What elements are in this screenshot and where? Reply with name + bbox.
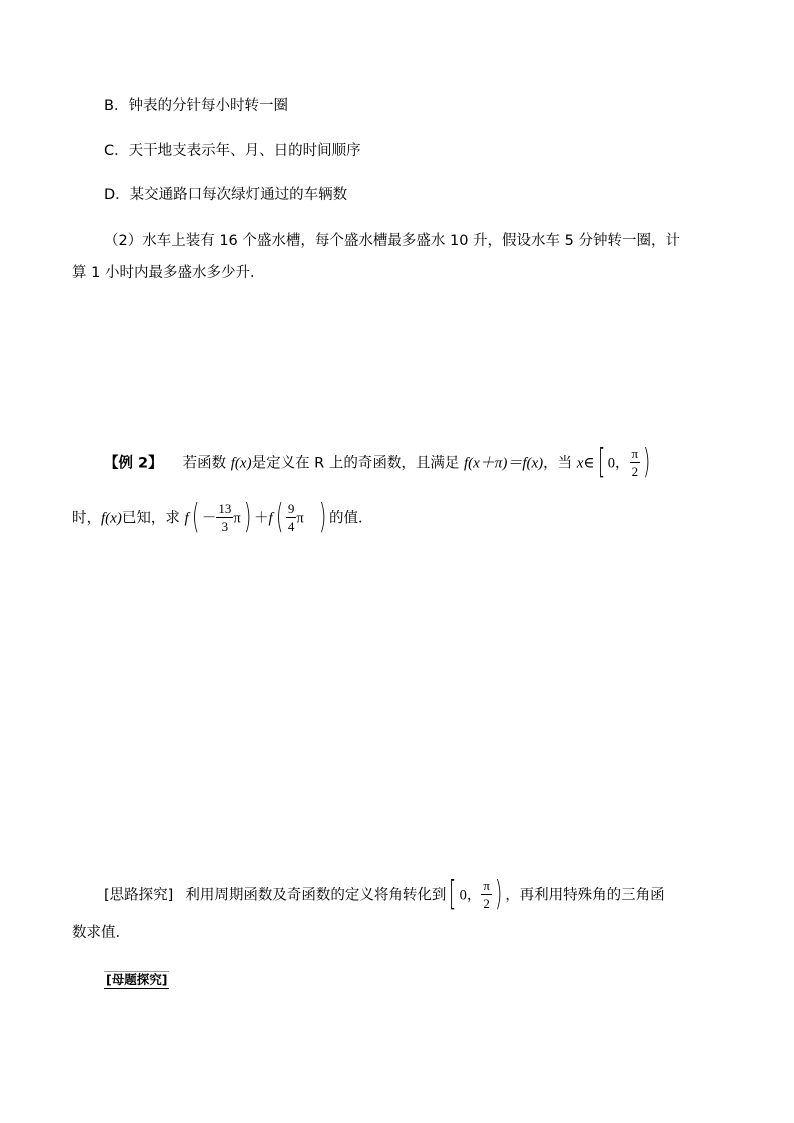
function-fx: f(x) bbox=[230, 455, 252, 472]
example-2-line-2 bbox=[72, 496, 373, 537]
option-d: D．某交通路口每次绿灯通过的车辆数 bbox=[104, 187, 348, 203]
pi-a: π bbox=[233, 510, 241, 527]
left-paren-a: ( bbox=[191, 496, 199, 537]
example-text-3: ，当 bbox=[543, 455, 573, 472]
section-tag: [母题探究] bbox=[106, 972, 168, 987]
hint-line-1 bbox=[104, 873, 665, 914]
hint-text-1: 利用周期函数及奇函数的定义将角转化到 bbox=[185, 887, 447, 904]
right-paren: ) bbox=[643, 441, 651, 482]
hint-left-bracket: [ bbox=[449, 873, 457, 914]
periodic-equation: f(x＋π)＝f(x) bbox=[463, 455, 544, 472]
hint-right-paren: ) bbox=[494, 873, 503, 914]
example-text-1: 若函数 bbox=[182, 455, 227, 472]
left-paren-b: ( bbox=[275, 496, 283, 537]
value-text: 的值． bbox=[329, 510, 373, 527]
option-c: C．天干地支表示年、月、日的时间顺序 bbox=[104, 143, 361, 159]
right-paren-a: ) bbox=[243, 496, 251, 537]
fraction-9-over-4: $\frac{9}{4}$ bbox=[287, 501, 295, 534]
hint-line-2: 数求值． bbox=[72, 925, 130, 941]
hint-fraction-pi-over-2: $\frac{\pi}{2}$ bbox=[483, 878, 490, 911]
known-text: 已知，求 bbox=[121, 510, 180, 527]
f-symbol-a: f bbox=[184, 510, 189, 527]
left-bracket: [ bbox=[597, 441, 605, 482]
hint-label: [思路探究] bbox=[104, 887, 174, 904]
minus-sign: － bbox=[201, 510, 217, 527]
function-fx-2: f(x) bbox=[101, 510, 122, 527]
time-text: 时， bbox=[72, 510, 101, 527]
right-paren-b: ) bbox=[318, 496, 327, 537]
question-2-line-1: （2）水车上装有 16 个盛水槽，每个盛水槽最多盛水 10 升，假设水车 5 分钟转一圈，计 bbox=[104, 233, 681, 249]
example-2-line-1 bbox=[104, 441, 653, 482]
hint-text-2: ，再利用特殊角的三角函 bbox=[505, 887, 665, 904]
question-2-line-2: 算 1 小时内最多盛水多少升． bbox=[72, 265, 265, 281]
example-label: 【例 2】 bbox=[104, 455, 163, 472]
plus-sign: ＋ bbox=[253, 510, 269, 527]
fraction-pi-over-2: $\frac{\pi}{2}$ bbox=[631, 446, 639, 479]
interval-start: 0， bbox=[607, 455, 630, 472]
x-in: x∈ bbox=[576, 455, 595, 472]
option-b: B．钟表的分针每小时转一圈 bbox=[104, 98, 288, 114]
example-text-2: 是定义在 R 上的奇函数，且满足 bbox=[251, 455, 460, 472]
hint-interval-start: 0， bbox=[459, 887, 482, 904]
fraction-13-over-3: $\frac{13}{3}$ bbox=[218, 501, 232, 534]
f-symbol-b: f bbox=[268, 510, 273, 527]
pi-b: π bbox=[296, 510, 304, 527]
